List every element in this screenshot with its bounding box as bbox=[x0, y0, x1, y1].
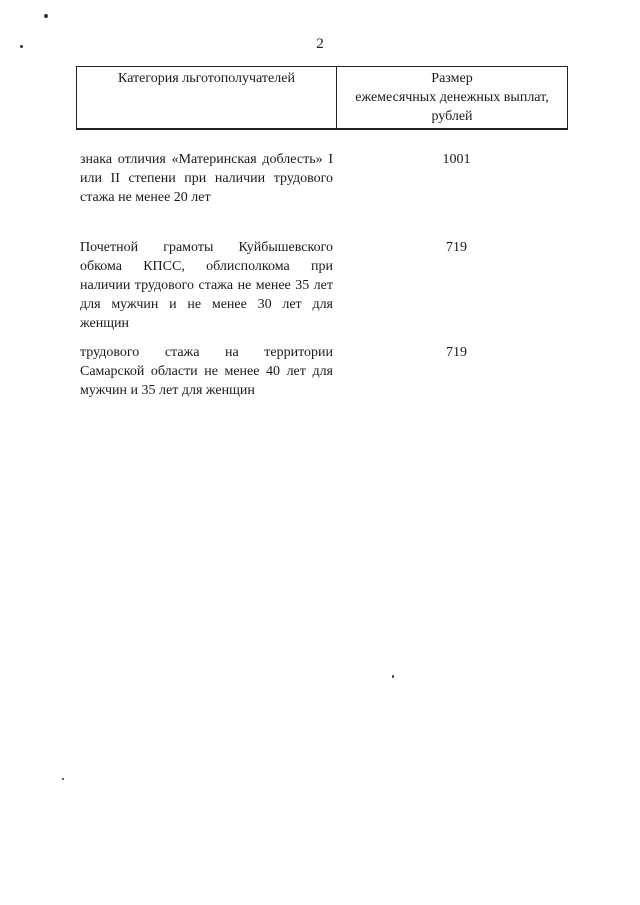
row-amount: 1001 bbox=[442, 152, 471, 167]
header-amount-line: ежемесячных денежных выплат, bbox=[355, 90, 549, 105]
header-amount-line: Размер bbox=[431, 71, 473, 86]
header-amount-line: рублей bbox=[431, 109, 473, 124]
scan-speck bbox=[392, 675, 394, 678]
table-row bbox=[80, 238, 560, 333]
row-category-text: Почетной грамоты Куйбышевского обкома КПСС, облисполкома при наличии трудового стажа не менее 35 лет для мужчин и не менее 30 лет для женщин bbox=[80, 240, 333, 331]
scan-speck bbox=[44, 14, 48, 18]
scan-speck bbox=[20, 45, 23, 48]
row-category-text: трудового стажа на территории Самарской области не менее 40 лет для мужчин и 35 лет для женщин bbox=[80, 345, 333, 398]
header-amount bbox=[337, 67, 567, 128]
row-category-text: знака отличия «Материнская доблесть» I или II степени при наличии трудового стажа не менее 20 лет bbox=[80, 152, 333, 205]
page-number: 2 bbox=[316, 36, 324, 52]
header-category: Категория льготополучателей bbox=[77, 67, 337, 128]
row-amount: 719 bbox=[446, 240, 467, 255]
table-row bbox=[80, 343, 560, 400]
table-row bbox=[80, 150, 560, 207]
row-amount: 719 bbox=[446, 345, 467, 360]
table-header bbox=[76, 66, 568, 130]
scan-speck bbox=[62, 778, 64, 780]
